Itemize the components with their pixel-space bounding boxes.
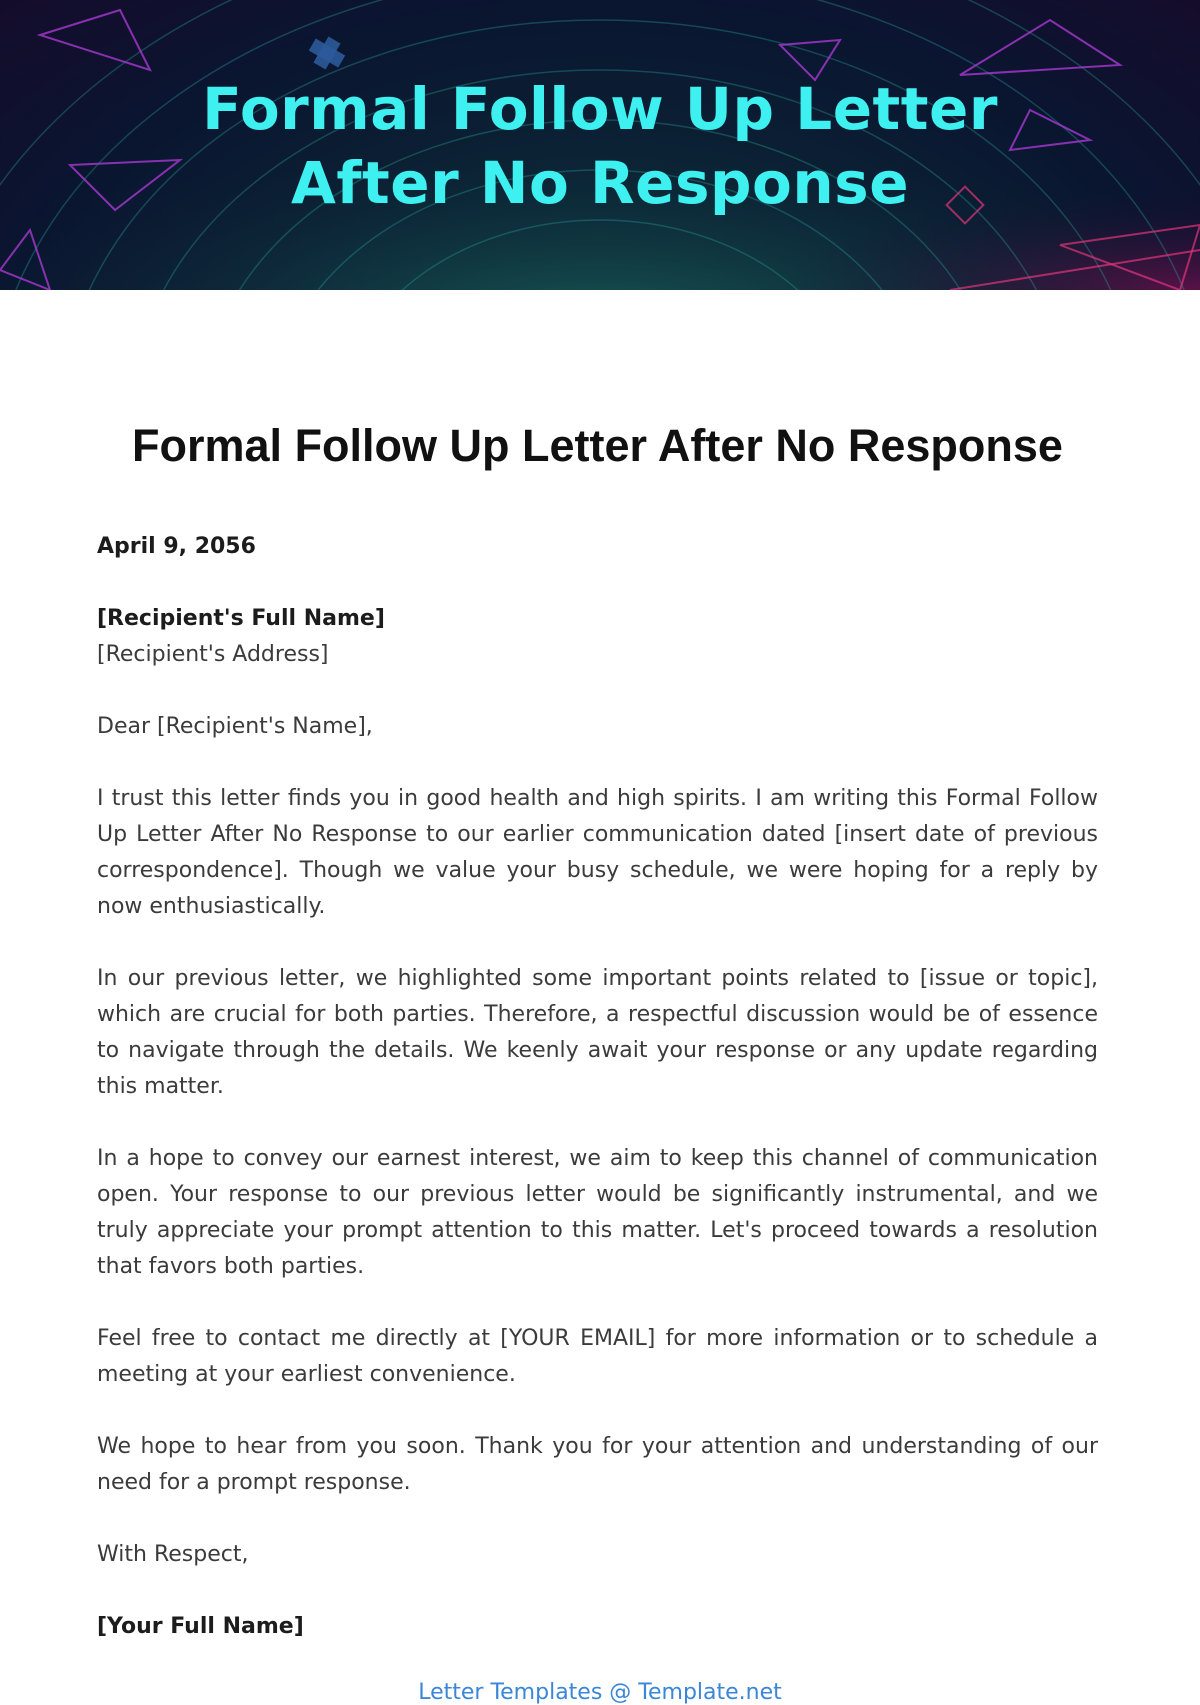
recipient-name: [Recipient's Full Name] [97,606,385,631]
banner-title-line-2: After No Response [290,149,910,217]
letter-body [97,290,1098,1645]
paragraph-2: In our previous letter, we highlighted some important points related to [issue or topic], which are crucial for both parties. Therefore, a respectful discussion would be of essence to navigate through the details. We keenly await your response or any update regarding this matter. [97,966,1098,1099]
letter-date: April 9, 2056 [97,534,256,559]
sender-name: [Your Full Name] [97,1614,304,1639]
salutation: Dear [Recipient's Name], [97,714,373,739]
paragraph-4: Feel free to contact me directly at [YOUR EMAIL] for more information or to schedule a meeting at your earliest convenience. [97,1326,1098,1387]
recipient-address: [Recipient's Address] [97,642,329,667]
closing: With Respect, [97,1542,249,1567]
paragraph-5: We hope to hear from you soon. Thank you for your attention and understanding of our need for a prompt response. [97,1434,1098,1495]
paragraph-3: In a hope to convey our earnest interest, we aim to keep this channel of communication open. Your response to our previous letter would be significantly instrumental, and we truly appreciate your prompt attention to this matter. Let's proceed towards a resolution that favors both parties. [97,1146,1098,1279]
banner-title-line-1: Formal Follow Up Letter [202,75,998,143]
banner-title [0,72,1200,220]
document-title: Formal Follow Up Letter After No Response [132,420,1063,471]
paragraph-1: I trust this letter finds you in good health and high spirits. I am writing this Formal Follow Up Letter After No Response to our earlier communication dated [insert date of previous correspondence]. Though we value your busy schedule, we were hoping for a reply by now enthusiastically. [97,786,1098,919]
header-banner [0,0,1200,290]
footer-link[interactable]: Letter Templates @ Template.net [418,1680,782,1705]
